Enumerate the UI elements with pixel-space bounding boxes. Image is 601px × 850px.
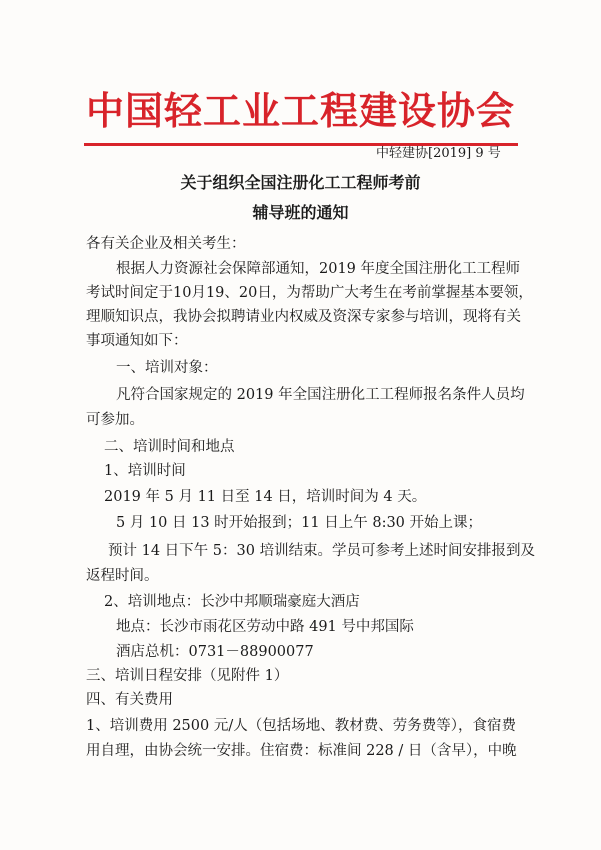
section-4-heading: 四、有关费用 [86,692,173,708]
registration-time: 5 月 10 日 13 时开始报到；11 日上午 8:30 开始上课； [116,515,483,531]
hotel-phone: 酒店总机：0731－88900077 [116,644,314,660]
intro-line: 事项通知如下： [86,333,188,349]
intro-line: 根据人力资源社会保障部通知，2019 年度全国注册化工工程师 [116,261,521,277]
section-4-text: 用自理，由协会统一安排。住宿费：标准间 228 / 日（含早），中晚 [86,743,517,759]
training-dates: 2019 年 5 月 11 日至 14 日，培训时间为 4 天。 [104,489,427,505]
training-location: 2、培训地点：长沙中邦顺瑞豪庭大酒店 [104,594,360,610]
document-number: 中轻建协[2019] 9 号 [376,146,501,161]
section-1-text: 可参加。 [86,412,144,428]
section-2-heading: 二、培训时间和地点 [104,439,235,455]
notice-title-line-1: 关于组织全国注册化工工程师考前 [180,173,421,192]
section-4-text: 1、培训费用 2500 元/人（包括场地、教材费、劳务费等），食宿费 [86,718,516,734]
section-1-heading: 一、培训对象： [116,360,218,376]
training-end: 预计 14 日下午 5：30 培训结束。学员可参考上述时间安排报到及 [108,543,536,559]
section-3-heading: 三、培训日程安排（见附件 1） [86,668,289,684]
section-1-text: 凡符合国家规定的 2019 年全国注册化工工程师报名条件人员均 [116,387,525,403]
salutation: 各有关企业及相关考生： [86,236,246,252]
training-end: 返程时间。 [86,568,159,584]
intro-line: 理顺知识点，我协会拟聘请业内权威及资深专家参与培训，现将有关 [86,309,521,325]
notice-title-line-2: 辅导班的通知 [252,203,349,222]
training-address: 地点：长沙市雨花区劳动中路 491 号中邦国际 [116,619,414,635]
training-time-heading: 1、培训时间 [104,463,186,479]
intro-line: 考试时间定于10月19、20日，为帮助广大考生在考前掌握基本要领， [86,285,533,301]
organization-letterhead: 中国轻工业工程建设协会 [85,89,515,133]
